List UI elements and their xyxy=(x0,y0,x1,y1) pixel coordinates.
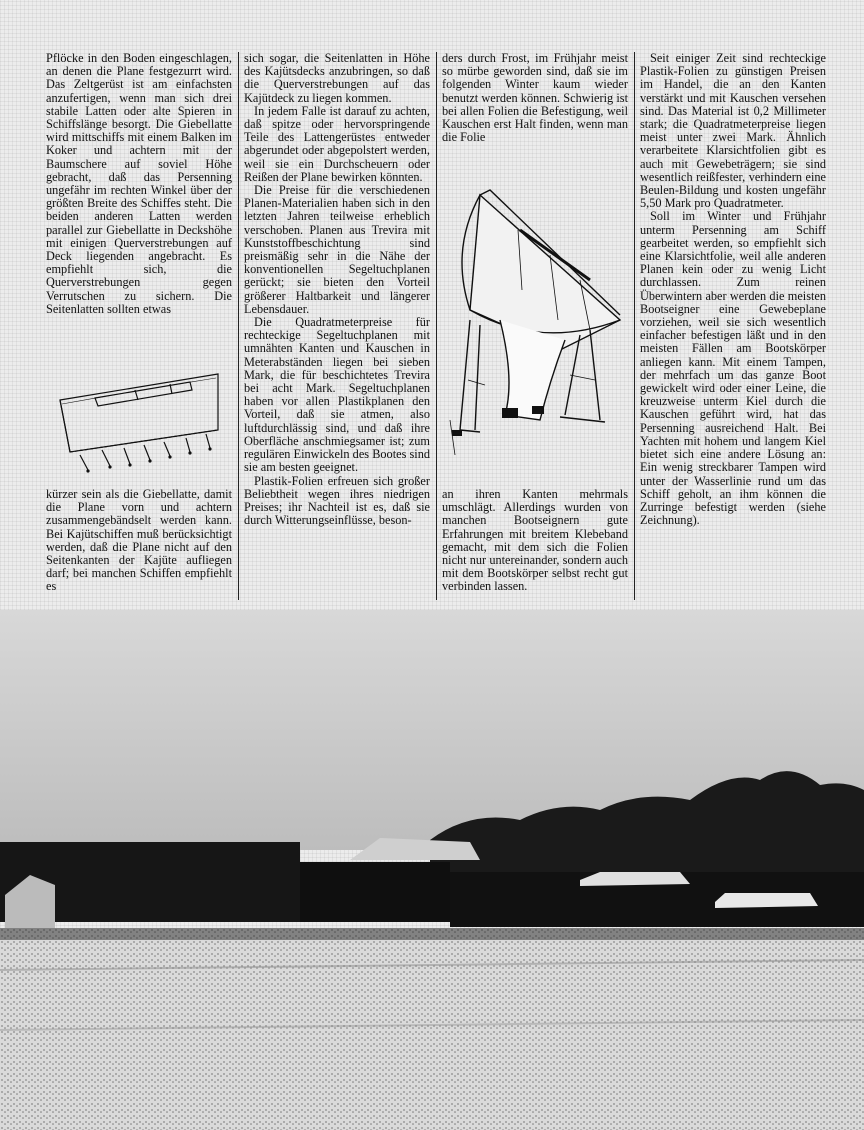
column-2 xyxy=(244,52,430,527)
col4-para-1: Seit einiger Zeit sind rechteckige Plastik-Folien zu günstigen Preisen im Handel, die an den Kanten verstärkt und mit Kauschen versehen sind. Das Material ist 0,2 Millimeter stark; die Quadratmeterpreise liegen meist unter zwei Mark. Ähnlich verarbeitete Klarsichtfolien gibt es auch mit Gewebeträgern; sie sind wesentlich reißfester, verhindern eine Beulen-Bildung und kosten ungefähr 5,50 Mark pro Quadratmeter. xyxy=(640,51,826,211)
column-1-bottom xyxy=(46,488,232,594)
column-3-top xyxy=(442,52,628,144)
column-rule-3 xyxy=(634,52,635,600)
tent-frame-drawing xyxy=(40,360,235,480)
col2-para-2: In jedem Falle ist darauf zu achten, daß spitze oder hervorspringende Teile des Lattengerüstes entweder abgerundet oder abgepolstert werden, weil sie ein Durchscheuern oder Reißen der Plane bewirken könnten. xyxy=(244,103,430,184)
col1-bottom-text: kürzer sein als die Giebellatte, damit die Plane vorn und achtern zusammengebändselt werden kann. Bei Kajütschiffen muß berücksichtigt werden, daß die Plane nicht auf den Seitenkanten der Kajüte aufliegen darf; bei manchen Schiffen empfiehlt es xyxy=(46,487,232,594)
column-3-bottom xyxy=(442,488,628,594)
column-1-top xyxy=(46,52,232,316)
col3-top-text: ders durch Frost, im Frühjahr meist so mürbe geworden sind, daß sie im folgenden Winter kaum wieder benutzt werden können. Schwierig ist bei allen Folien die Befestigung, weil Kauschen erst Halt finden, wenn man die Folie xyxy=(442,51,628,145)
col2-para-4: Die Quadratmeterpreise für rechteckige Segeltuchplanen mit umnähten Kanten und Kauschen in Meterabständen liegen bei sieben Mark, die für beschichtetes Trevira bei acht Mark. Segeltuchplanen haben vor allen Plastikplanen den Vorteil, daß sie atmen, also luftdurchlässig sind, und daß ihre Oberfläche anschmiegsamer ist; zum regulären Einwickeln des Bootes sind sie am besten geeignet. xyxy=(244,315,430,475)
col3-bottom-text: an ihren Kanten mehrmals umschlägt. Allerdings wurden von manchen Bootseignern gute Erfahrungen mit breitem Klebeband gemacht, mit dem sich die Folien nicht nur untereinander, sondern auch mit dem Bootskörper selbst recht gut verbinden lassen. xyxy=(442,487,628,594)
col2-para-5: Plastik-Folien erfreuen sich großer Beliebtheit wegen ihres niedrigen Preises; ihr Nachteil ist es, daß sie durch Witterungseinflüsse, beson- xyxy=(244,473,430,528)
column-rule-2 xyxy=(436,52,437,600)
col2-para-1: sich sogar, die Seitenlatten in Höhe des Kajütsdecks anzubringen, so daß die Querverstrebungen auf das Kajütdeck zu liegen kommen. xyxy=(244,51,430,105)
winter-boatyard-photo xyxy=(0,610,864,1130)
column-4 xyxy=(640,52,826,527)
col2-para-3: Die Preise für die verschiedenen Planen-Materialien haben sich in den letzten Jahren teilweise erheblich verschoben. Planen aus Trevira mit Kunststoffbeschichtung sind preismäßig sehr in die Nähe der konventionellen Segeltuchplanen gerückt; sie bieten den Vorteil größerer Haltbarkeit und längerer Lebensdauer. xyxy=(244,183,430,316)
col4-para-2: Soll im Winter und Frühjahr unterm Persenning am Schiff gearbeitet werden, so empfiehlt sich eine Klarsichtfolie, weil alle anderen Planen kein oder zu wenig Licht durchlassen. Zum reinen Überwintern aber werden die meisten Bootseigner eine Gewebeplane vorziehen, weil sie sich wesentlich einfacher befestigen läßt und in den meisten Fällen am Bootskörper anliegen kann. Mit einem Tampen, der mehrfach um das ganze Boot gewickelt wird oder einer Leine, die kreuzweise unterm Kiel durch die Kauschen geführt wird, hat das Persenning ausreichend Halt. Bei Yachten mit hohem und langem Kiel bietet sich eine andere Lösung an: Ein wenig streckbarer Tampen wird unter der Wasserlinie rund um das Schiff geholt, an ihm können die Zurringe befestigt werden (siehe Zeichnung). xyxy=(640,209,826,528)
col1-top-text: Pflöcke in den Boden eingeschlagen, an denen die Plane festgezurrt wird. Das Zeltgerüst ist am einfachsten anzufertigen, wenn man sich drei stabile Latten oder alte Spieren in Schiffslänge besorgt. Die Giebellatte wird mittschiffs mit einem Balken im Koker und achtern mit der Baumschere auf soviel Höhe gebracht, daß das Persenning ungefähr im rechten Winkel über der größten Breite des Schiffes steht. Die beiden anderen Latten werden parallel zur Giebellatte in Deckshöhe mit einigen Querverstrebungen auf Deck liegenden angebracht. Es empfiehlt sich, die Querverstrebungen gegen Verrutschen zu sichern. Die Seitenlatten sollten etwas xyxy=(46,51,232,316)
covered-boat-on-stand-drawing xyxy=(440,180,630,470)
column-rule-1 xyxy=(238,52,239,600)
